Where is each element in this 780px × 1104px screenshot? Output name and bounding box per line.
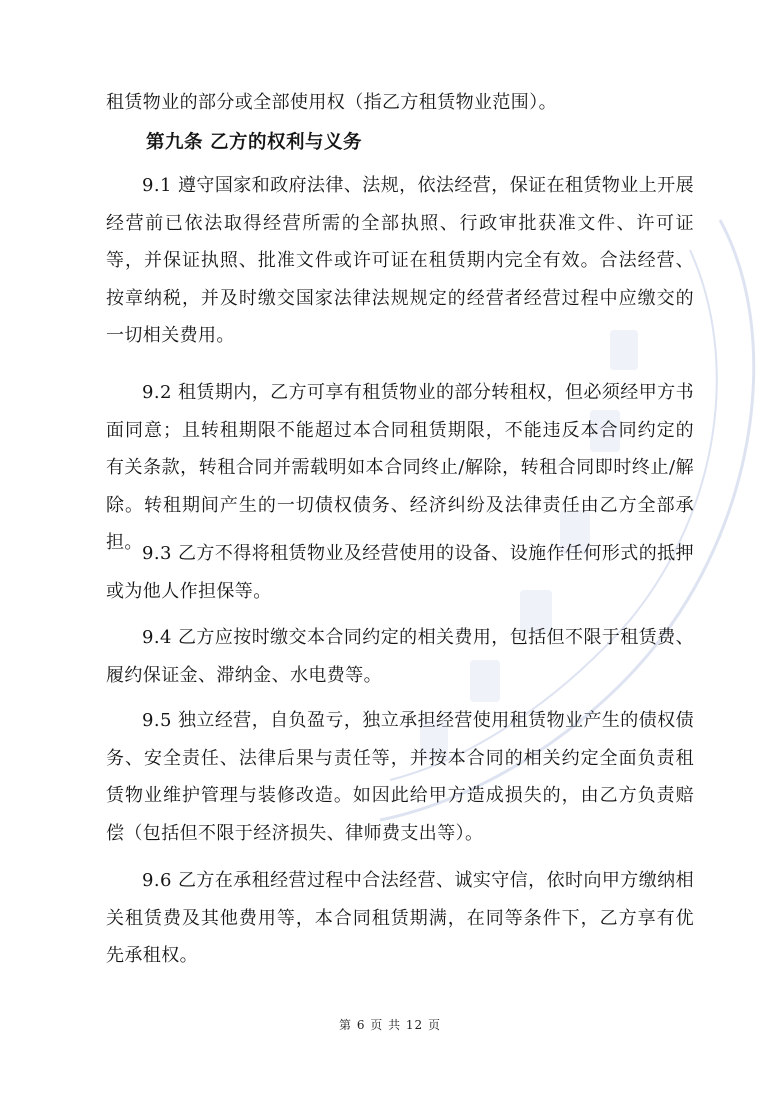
clause-9-6: 9.6 乙方在承租经营过程中合法经营、诚实守信，依时向甲方缴纳相关租赁费及其他费用等，本合同租赁期满，在同等条件下，乙方享有优先承租权。: [106, 870, 694, 966]
clause-9-3: 9.3 乙方不得将租赁物业及经营使用的设备、设施作任何形式的抵押或为他人作担保等。: [106, 543, 694, 602]
clause-9-2: 9.2 租赁期内，乙方可享有租赁物业的部分转租权，但必须经甲方书面同意；且转租期限不能超过本合同租赁期限，不能违反本合同约定的有关条款，转租合同并需载明如本合同终止/解除，转租合同即时终止/解除。转租期间产生的一切债权债务、经济纠纷及法律责任由乙方全部承担。: [106, 382, 694, 553]
clause-9-4: 9.4 乙方应按时缴交本合同约定的相关费用，包括但不限于租赁费、履约保证金、滞纳金、水电费等。: [106, 627, 694, 686]
intro-line: 租赁物业的部分或全部使用权（指乙方租赁物业范围）。: [106, 92, 557, 113]
clause-9-1: 9.1 遵守国家和政府法律、法规，依法经营，保证在租赁物业上开展经营前已依法取得经营所需的全部执照、行政审批获准文件、许可证等，并保证执照、批准文件或许可证在租赁期内完全有效。合法经营、按章纳税，并及时缴交国家法律法规规定的经营者经营过程中应缴交的一切相关费用。: [106, 175, 694, 346]
section-heading: 第九条 乙方的权利与义务: [146, 132, 362, 153]
page-number-footer: 第 6 页 共 12 页: [339, 1018, 441, 1032]
clause-9-5: 9.5 独立经营，自负盈亏，独立承担经营使用租赁物业产生的债权债务、安全责任、法律后果与责任等，并按本合同的相关约定全面负责租赁物业维护管理与装修改造。如因此给甲方造成损失的，由乙方负责赔偿（包括但不限于经济损失、律师费支出等）。: [106, 710, 694, 844]
